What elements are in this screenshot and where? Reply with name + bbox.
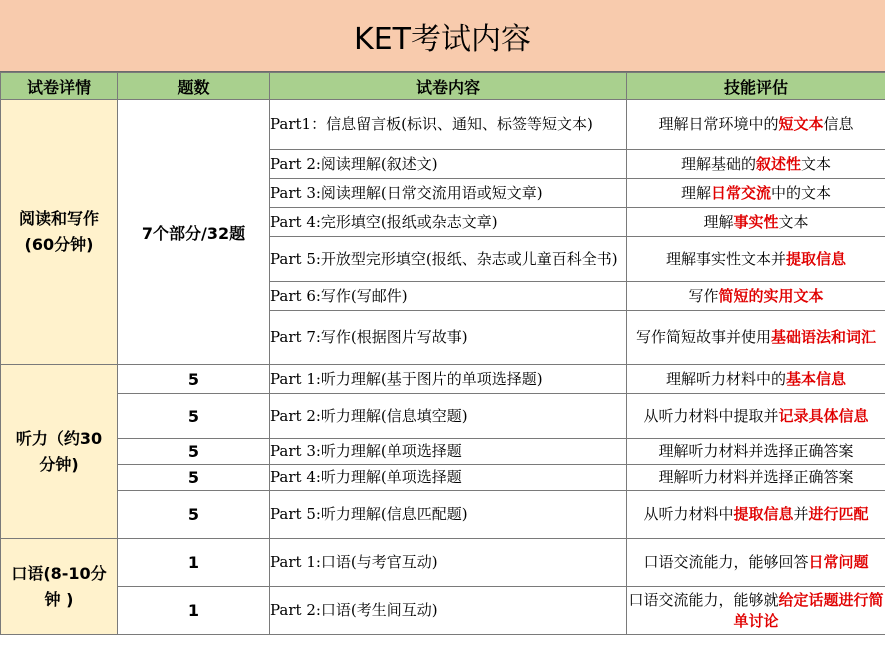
question-count: 5 [118, 439, 270, 465]
header-content: 试卷内容 [270, 73, 627, 100]
skill-text: 文本 [801, 154, 832, 173]
table-row [1, 465, 885, 491]
skill-assessment [627, 394, 885, 439]
exam-part-content: Part 5:开放型完形填空(报纸、杂志或儿童百科全书) [270, 237, 627, 282]
exam-part-content: Part 4:听力理解(单项选择题 [270, 465, 627, 491]
exam-part-content: Part 2:口语(考生间互动) [270, 587, 627, 635]
skill-assessment [627, 179, 885, 208]
skill-highlight: 短文本 [778, 115, 824, 133]
table-row [1, 365, 885, 394]
skill-highlight: 基本信息 [786, 369, 847, 388]
skill-assessment [627, 587, 885, 635]
table-row [1, 539, 885, 587]
skill-assessment [627, 465, 885, 491]
header-details: 试卷详情 [1, 73, 118, 100]
exam-part-content: Part 6:写作(写邮件) [270, 282, 627, 311]
skill-assessment [627, 150, 885, 179]
skill-text: 口语交流能力，能够就 [628, 590, 779, 609]
skill-text: 写作简短故事并使用 [635, 328, 771, 346]
skill-highlight: 日常交流 [710, 183, 771, 202]
header-skill: 技能评估 [627, 73, 885, 100]
exam-part-content: Part 3:阅读理解(日常交流用语或短文章) [270, 179, 627, 208]
exam-table [0, 72, 885, 635]
skill-assessment [627, 237, 885, 282]
skill-highlight: 日常问题 [808, 553, 869, 571]
skill-assessment [627, 311, 885, 365]
skill-text: 并 [793, 505, 809, 523]
skill-text: 中的文本 [771, 183, 832, 202]
question-count: 5 [118, 465, 270, 491]
skill-text: 理解 [680, 183, 711, 202]
skill-assessment [627, 365, 885, 394]
skill-text: 理解基础的 [680, 154, 756, 173]
question-count: 1 [118, 539, 270, 587]
question-count: 7个部分/32题 [118, 100, 270, 365]
exam-part-content: Part 7:写作(根据图片写故事) [270, 311, 627, 365]
skill-text: 理解日常环境中的 [658, 115, 779, 133]
question-count: 5 [118, 365, 270, 394]
skill-assessment [627, 100, 885, 150]
skill-assessment [627, 439, 885, 465]
exam-part-content: Part 1:听力理解(基于图片的单项选择题) [270, 365, 627, 394]
section-name: 口语(8-10分 钟 ) [1, 539, 118, 635]
skill-highlight: 基础语法和词汇 [771, 328, 877, 346]
skill-highlight: 记录具体信息 [778, 406, 869, 425]
skill-text: 理解听力材料并选择正确答案 [658, 442, 854, 460]
skill-text: 理解听力材料并选择正确答案 [658, 468, 854, 486]
page-title: KET考试内容 [0, 0, 885, 72]
table-row [1, 439, 885, 465]
exam-part-content: Part 5:听力理解(信息匹配题) [270, 491, 627, 539]
skill-highlight: 提取信息 [733, 505, 794, 523]
skill-text: 从听力材料中 [643, 505, 734, 523]
exam-part-content: Part 4:完形填空(报纸或杂志文章) [270, 208, 627, 237]
skill-text: 写作 [688, 286, 719, 305]
exam-part-content: Part 3:听力理解(单项选择题 [270, 439, 627, 465]
skill-highlight: 叙述性 [755, 154, 801, 173]
table-row [1, 587, 885, 635]
skill-highlight: 简短的实用文本 [718, 286, 824, 305]
table-row [1, 394, 885, 439]
table-row [1, 491, 885, 539]
section-name: 阅读和写作 (60分钟) [1, 100, 118, 365]
skill-assessment [627, 491, 885, 539]
exam-part-content: Part 2:听力理解(信息填空题) [270, 394, 627, 439]
skill-highlight: 给定话题进行简单讨论 [733, 590, 884, 630]
skill-text: 信息 [823, 115, 854, 133]
skill-highlight: 提取信息 [786, 249, 847, 268]
section-name: 听力（约30 分钟) [1, 365, 118, 539]
exam-part-content: Part1：信息留言板(标识、通知、标签等短文本) [270, 100, 627, 150]
exam-part-content: Part 2:阅读理解(叙述文) [270, 150, 627, 179]
question-count: 1 [118, 587, 270, 635]
skill-assessment [627, 539, 885, 587]
question-count: 5 [118, 491, 270, 539]
skill-text: 理解事实性文本并 [665, 249, 786, 268]
header-count: 题数 [118, 73, 270, 100]
question-count: 5 [118, 394, 270, 439]
skill-text: 从听力材料中提取并 [643, 406, 779, 425]
skill-text: 文本 [778, 212, 809, 231]
skill-text: 口语交流能力，能够回答 [643, 553, 809, 571]
header-row [1, 73, 885, 100]
skill-assessment [627, 208, 885, 237]
table-row [1, 100, 885, 150]
exam-part-content: Part 1:口语(与考官互动) [270, 539, 627, 587]
skill-highlight: 进行匹配 [808, 505, 869, 523]
skill-highlight: 事实性 [733, 212, 779, 231]
skill-text: 理解 [703, 212, 734, 231]
skill-assessment [627, 282, 885, 311]
skill-text: 理解听力材料中的 [665, 369, 786, 388]
